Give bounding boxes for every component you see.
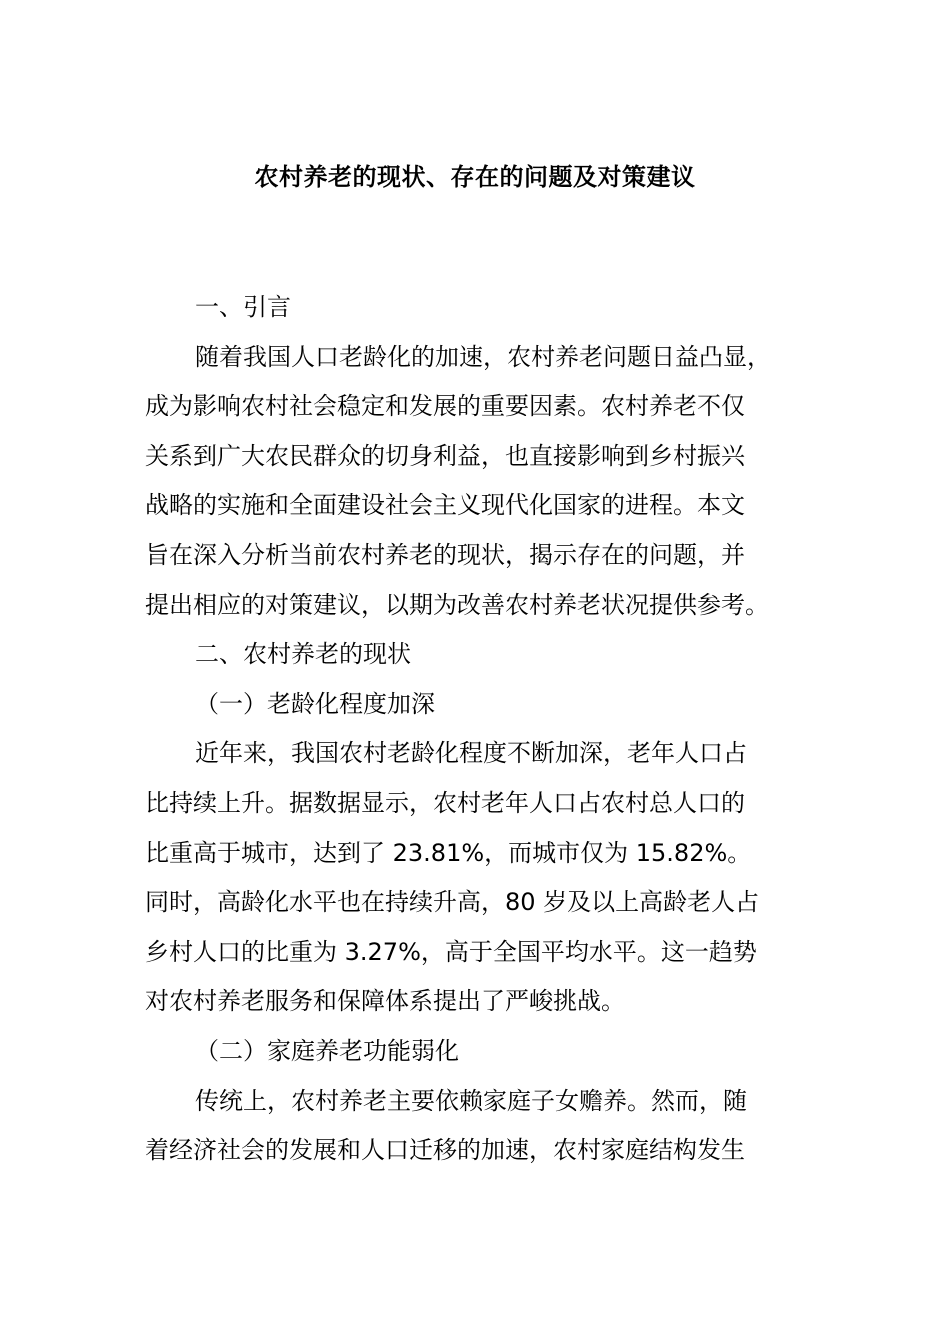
paragraph-line: 旨在深入分析当前农村养老的现状，揭示存在的问题，并	[145, 540, 745, 569]
paragraph-line: 随着我国人口老龄化的加速，农村养老问题日益凸显，	[195, 342, 771, 371]
paragraph-line: 着经济社会的发展和人口迁移的加速，农村家庭结构发生	[145, 1136, 745, 1165]
subsection-heading-aging: （一）老龄化程度加深	[195, 689, 435, 718]
paragraph-line: 同时，高龄化水平也在持续升高，80 岁及以上高龄老人占	[145, 888, 760, 917]
section-heading-current-status: 二、农村养老的现状	[195, 640, 411, 669]
paragraph-line: 成为影响农村社会稳定和发展的重要因素。农村养老不仅	[145, 392, 745, 421]
paragraph-line: 对农村养老服务和保障体系提出了严峻挑战。	[145, 987, 625, 1016]
document-title: 农村养老的现状、存在的问题及对策建议	[254, 163, 696, 191]
paragraph-line: 传统上，农村养老主要依赖家庭子女赡养。然而，随	[195, 1086, 747, 1115]
subsection-heading-family-care: （二）家庭养老功能弱化	[195, 1036, 459, 1065]
paragraph-line: 乡村人口的比重为 3.27%，高于全国平均水平。这一趋势	[145, 937, 757, 966]
section-heading-introduction: 一、引言	[195, 293, 291, 321]
paragraph-line: 比持续上升。据数据显示，农村老年人口占农村总人口的	[145, 788, 745, 817]
paragraph-line: 战略的实施和全面建设社会主义现代化国家的进程。本文	[145, 491, 745, 520]
document-body	[145, 283, 835, 1176]
paragraph-line: 关系到广大农民群众的切身利益，也直接影响到乡村振兴	[145, 441, 745, 470]
paragraph-line: 提出相应的对策建议，以期为改善农村养老状况提供参考。	[145, 590, 769, 619]
paragraph-line: 近年来，我国农村老龄化程度不断加深，老年人口占	[195, 739, 747, 768]
paragraph-line: 比重高于城市，达到了 23.81%，而城市仅为 15.82%。	[145, 838, 752, 867]
